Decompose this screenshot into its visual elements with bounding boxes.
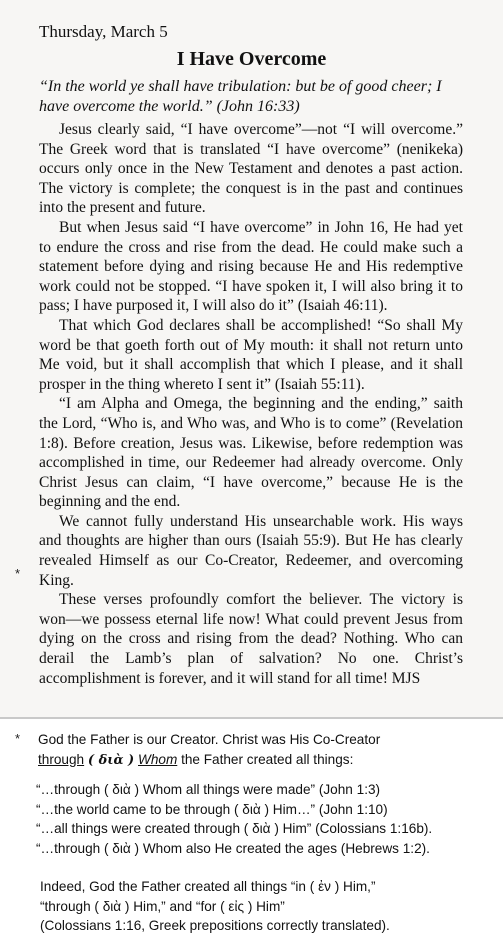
closing-line-3: (Colossians 1:16, Greek prepositions correctly translated). xyxy=(40,918,390,933)
closing-line-1: Indeed, God the Father created all things “in ( ἐν ) Him,” xyxy=(40,879,376,894)
greek-dia: ( διὰ ) xyxy=(87,752,135,768)
whom-word: Whom xyxy=(138,751,178,767)
paragraph-5: We cannot fully understand His unsearchable work. His ways and thoughts are higher than ours (Isaiah 55:9). But He has clearly revealed Himself as our Co-Creator, Redeemer, and overcoming King. xyxy=(39,512,463,589)
footnote-closing xyxy=(40,877,490,936)
reference-line: “…all things were created through ( διὰ ) Him” (Colossians 1:16b). xyxy=(36,821,433,836)
footnote-references xyxy=(36,780,486,858)
paragraph-1: Jesus clearly said, “I have overcome”—not “I will overcome.” The Greek word that is translated “I have overcome” (nenikeka) occurs only once in the New Testament and denotes a past action. The victory is complete; the conquest is in the past and continues into the present and future. xyxy=(39,121,463,217)
through-word: through xyxy=(38,751,85,767)
footnote-intro xyxy=(38,730,488,770)
theme-verse: “In the world ye shall have tribulation: but be of good cheer; I have overcome the world.” (John 16:33) xyxy=(39,78,442,115)
footnote-intro-line-2 xyxy=(38,750,488,771)
reference-line: “…through ( διὰ ) Whom all things were made” (John 1:3) xyxy=(36,782,381,797)
paragraph-2: But when Jesus said “I have overcome” in John 16, He had yet to endure the cross and rise from the dead. He could make such a statement before dying and rising because He and His redemptive work could not be stopped. “I have spoken it, I will also bring it to pass; I have purposed it, I will also do it” (Isaiah 46:11). xyxy=(39,218,463,315)
page-date: Thursday, March 5 xyxy=(39,22,168,41)
page-title: I Have Overcome xyxy=(176,48,327,70)
reference-line: “…through ( διὰ ) Whom also He created the ages (Hebrews 1:2). xyxy=(36,840,430,856)
paragraph-6: These verses profoundly comfort the believer. The victory is won—we possess eternal life now! What could prevent Jesus from dying on the cross and rising from the dead? Nothing. Who can derail the Lamb’s plan of salvation? No one. Christ’s accomplishment is forever, and it will stand for all time! MJS xyxy=(39,591,463,687)
paragraph-3: That which God declares shall be accomplished! “So shall My word be that goeth forth out of My mouth: it shall not return unto Me void, but it shall accomplish that which I please, and it shall prosper in the thing whereto I sent it” (Isaiah 55:11). xyxy=(39,316,463,393)
footnote-marker: * xyxy=(15,731,21,746)
reference-line: “…the world came to be through ( διὰ ) Him…” (John 1:10) xyxy=(36,801,388,817)
intro-tail: the Father created all things: xyxy=(181,751,354,767)
devotional-body xyxy=(39,120,463,688)
footnote-marker-inline: * xyxy=(15,566,21,581)
footnote-divider xyxy=(0,717,503,719)
closing-line-2: “through ( διὰ ) Him,” and “for ( εἰς ) Him” xyxy=(40,898,285,914)
footnote-intro-line-1: God the Father is our Creator. Christ was His Co-Creator xyxy=(38,732,381,747)
paragraph-4: “I am Alpha and Omega, the beginning and the ending,” saith the Lord, “Who is, and Who was, and Who is to come” (Revelation 1:8). Before creation, Jesus was. Likewise, before redemption was accomplished in time, our Redeemer had already overcome. Only Christ Jesus can claim, “I have overcome,” because He is the beginning and the end. xyxy=(39,395,463,511)
